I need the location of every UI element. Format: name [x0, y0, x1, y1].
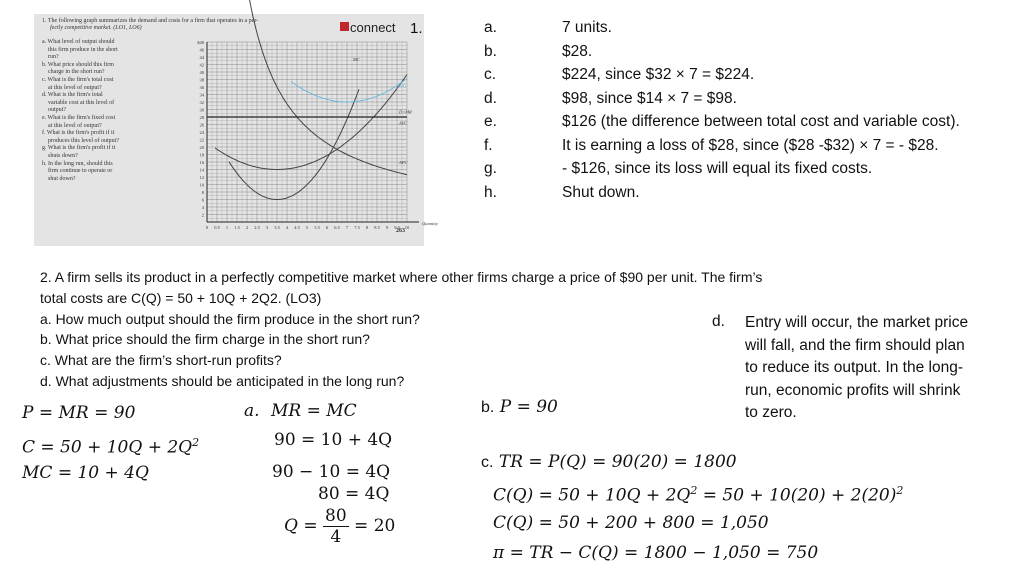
given-mc: MC = 10 + 4Q	[22, 463, 149, 483]
answer1-letter: a.	[484, 19, 497, 36]
connect-logo: connect	[340, 20, 396, 35]
y-tick-label: 10	[199, 182, 204, 188]
part-c-step1: c. TR = P(Q) = 90(20) = 1800	[481, 452, 737, 472]
x-tick-label: 8.5	[374, 225, 380, 230]
scan-question-line: charge in the short run?	[48, 69, 105, 76]
y-tick-label: 14	[199, 167, 204, 173]
x-tick-label: 2	[245, 225, 249, 230]
answer-d-line: Entry will occur, the market price	[745, 314, 969, 331]
x-tick-label: 7.5	[354, 225, 360, 230]
x-tick-label: 10	[404, 225, 410, 230]
scan-question-line: e. What is the firm's fixed cost	[42, 115, 116, 121]
scan-question-line: shuts down?	[48, 153, 78, 159]
answer1-text: $224, since $32 × 7 = $224.	[562, 66, 755, 83]
scan-question-line: a. What level of output should	[42, 39, 115, 45]
avc-label: AVC	[399, 120, 408, 126]
atc-label: ATC	[398, 83, 407, 88]
scan-question-line: this firm produce in the short	[48, 46, 118, 53]
part-c-step3: C(Q) = 50 + 200 + 800 = 1,050	[493, 513, 769, 533]
problem2-line1: 2. A firm sells its product in a perfectly competitive market where other firms charge a price of $90 per unit. The firm’s	[40, 269, 763, 285]
y-tick-label: 38	[199, 77, 204, 83]
y-tick-label: 20	[199, 145, 204, 150]
given-cost: $C = 50 + 10Q + 2Q^2$	[22, 436, 200, 458]
scan-question-line: f. What is the firm's profit if it	[42, 130, 115, 137]
answer-d-text	[745, 312, 1015, 425]
y-tick-label: 36	[199, 85, 204, 90]
scan-question-line: b. What price should this firm	[42, 61, 114, 68]
part-a-step1: MR = MC	[271, 401, 357, 421]
cost-curve-graph	[34, 14, 438, 246]
y-tick-label: 18	[199, 152, 204, 158]
scan-question-line: at this level of output?	[48, 122, 102, 129]
scan-question-line: firm continue to operate or	[48, 168, 113, 175]
scan-question-line: g. What is the firm's profit if it	[42, 145, 116, 152]
x-tick-label: 7	[345, 225, 349, 230]
x-tick-label: 4	[285, 225, 289, 230]
answer-d-line: run, economic profits will shrink	[745, 381, 961, 399]
scan-question-line: variable cost at this level of	[48, 99, 115, 106]
part-c-step2: $C(Q) = 50 + 10Q + 2Q^2 = 50 + 10(20) + 2(20)^2$	[493, 484, 904, 506]
answer1-letter: e.	[484, 113, 497, 130]
x-tick-label: 9	[385, 225, 389, 230]
x-axis-label: Quantity	[422, 221, 438, 226]
scan-title-line2: fectly competitive market. (LO1, LO6)	[50, 25, 142, 31]
y-tick-label: 16	[199, 160, 204, 165]
part-a-step4: 80 = 4Q	[318, 484, 390, 504]
y-tick-label: 2	[201, 212, 204, 218]
answer1-text: It is earning a loss of $28, since ($28 -$32) × 7 = - $28.	[562, 136, 939, 154]
scan-question-line: h. In the long run, should this	[42, 160, 113, 167]
x-tick-label: 6.5	[334, 225, 340, 230]
y-tick-label: $48	[197, 40, 204, 45]
item-number: 1.	[410, 20, 423, 37]
part-c-step4: π = TR − C(Q) = 1800 − 1,050 = 750	[493, 543, 819, 563]
afc-label: AFC	[399, 159, 408, 165]
answer-d-line: to reduce its output. In the long-	[745, 359, 963, 376]
mc-label: MC	[353, 56, 360, 62]
y-tick-label: 46	[199, 47, 204, 53]
y-tick-label: 28	[199, 115, 204, 120]
scan-question-line: shut down?	[48, 175, 76, 182]
part-a-label: a.	[244, 401, 260, 421]
answer1-text: $98, since $14 × 7 = $98.	[562, 89, 737, 107]
scan-question-line: at this level of output?	[48, 84, 102, 91]
x-tick-label: 2.5	[254, 225, 260, 230]
given-price: P = MR = 90	[22, 403, 136, 423]
x-tick-label: 1	[225, 225, 229, 230]
problem2-line2: total costs are C(Q) = 50 + 10Q + 2Q2. (LO3)	[40, 290, 322, 306]
answer1-text: 7 units.	[562, 19, 612, 36]
textbook-scan	[34, 14, 438, 246]
answer1-letter: d.	[484, 89, 497, 107]
y-tick-label: 42	[199, 62, 204, 68]
scan-question-line: run?	[48, 54, 59, 61]
x-tick-label: 3	[265, 225, 269, 230]
answer1-text: $126 (the difference between total cost and variable cost).	[562, 113, 960, 130]
answer1-letter: b.	[484, 42, 497, 60]
part-a-step5: Q = $\frac{80}{4}$ = 20	[284, 506, 396, 547]
x-tick-label: 5	[305, 225, 309, 230]
y-tick-label: 40	[199, 70, 204, 75]
scan-title-line1: 1. The following graph summarizes the demand and costs for a firm that operates in a per-	[42, 18, 259, 24]
answer-d-line: will fall, and the firm should plan	[745, 336, 965, 354]
part-a-step2: 90 = 10 + 4Q	[274, 430, 393, 450]
answer1-letter: c.	[484, 66, 497, 83]
answer-d-line: to zero.	[745, 404, 797, 421]
y-tick-label: 32	[199, 100, 204, 105]
avc-curve	[215, 74, 407, 169]
x-tick-label: 0	[205, 225, 209, 230]
answer1-text: Shut down.	[562, 183, 640, 201]
y-tick-label: 6	[201, 197, 204, 203]
x-tick-label: 6	[325, 225, 329, 230]
answer1-letter: h.	[484, 183, 497, 201]
part-b: b. P = 90	[481, 397, 558, 417]
answer1-letter: g.	[484, 160, 497, 177]
y-tick-label: 26	[199, 122, 204, 128]
answer1-text: $28.	[562, 42, 593, 60]
y-tick-label: 8	[201, 190, 204, 195]
x-tick-label: 8	[365, 225, 369, 230]
problem2-question-d: d. What adjustments should be anticipated in the long run?	[40, 373, 405, 389]
answer1-letter: f.	[484, 136, 493, 154]
page-number: 263	[396, 228, 405, 234]
problem2-question-c: c. What are the firm’s short-run profits?	[40, 352, 282, 368]
answer1-text: - $126, since its loss will equal its fixed costs.	[562, 160, 873, 177]
y-tick-label: 30	[199, 107, 204, 113]
answer-d-letter: d.	[712, 313, 725, 330]
x-tick-label: 1.5	[234, 225, 240, 230]
y-tick-label: 22	[199, 137, 204, 143]
x-tick-label: 0.5	[214, 225, 220, 230]
part-a-step3: 90 − 10 = 4Q	[272, 462, 391, 482]
scan-question-line: c. What is the firm's total cost	[42, 77, 114, 83]
x-tick-label: 9.5	[394, 225, 400, 230]
problem2-question-a: a. How much output should the firm produce in the short run?	[40, 311, 420, 327]
y-tick-label: 24	[199, 130, 204, 135]
fraction: $\frac{80}{4}$	[325, 506, 347, 547]
x-tick-label: 5.5	[314, 225, 320, 230]
problem2-question-b: b. What price should the firm charge in the short run?	[40, 331, 370, 347]
scan-question-line: d. What is the firm's total	[42, 92, 103, 99]
y-tick-label: 4	[201, 205, 204, 210]
y-tick-label: 44	[199, 55, 204, 60]
scan-question-line: output?	[48, 107, 66, 114]
x-tick-label: 4.5	[294, 225, 300, 230]
dmr-label: D=MR	[399, 109, 412, 115]
y-tick-label: 12	[199, 175, 204, 180]
y-tick-label: 34	[199, 92, 204, 98]
scan-question-line: produces this level of output?	[48, 137, 119, 144]
x-tick-label: 3.5	[274, 225, 280, 230]
